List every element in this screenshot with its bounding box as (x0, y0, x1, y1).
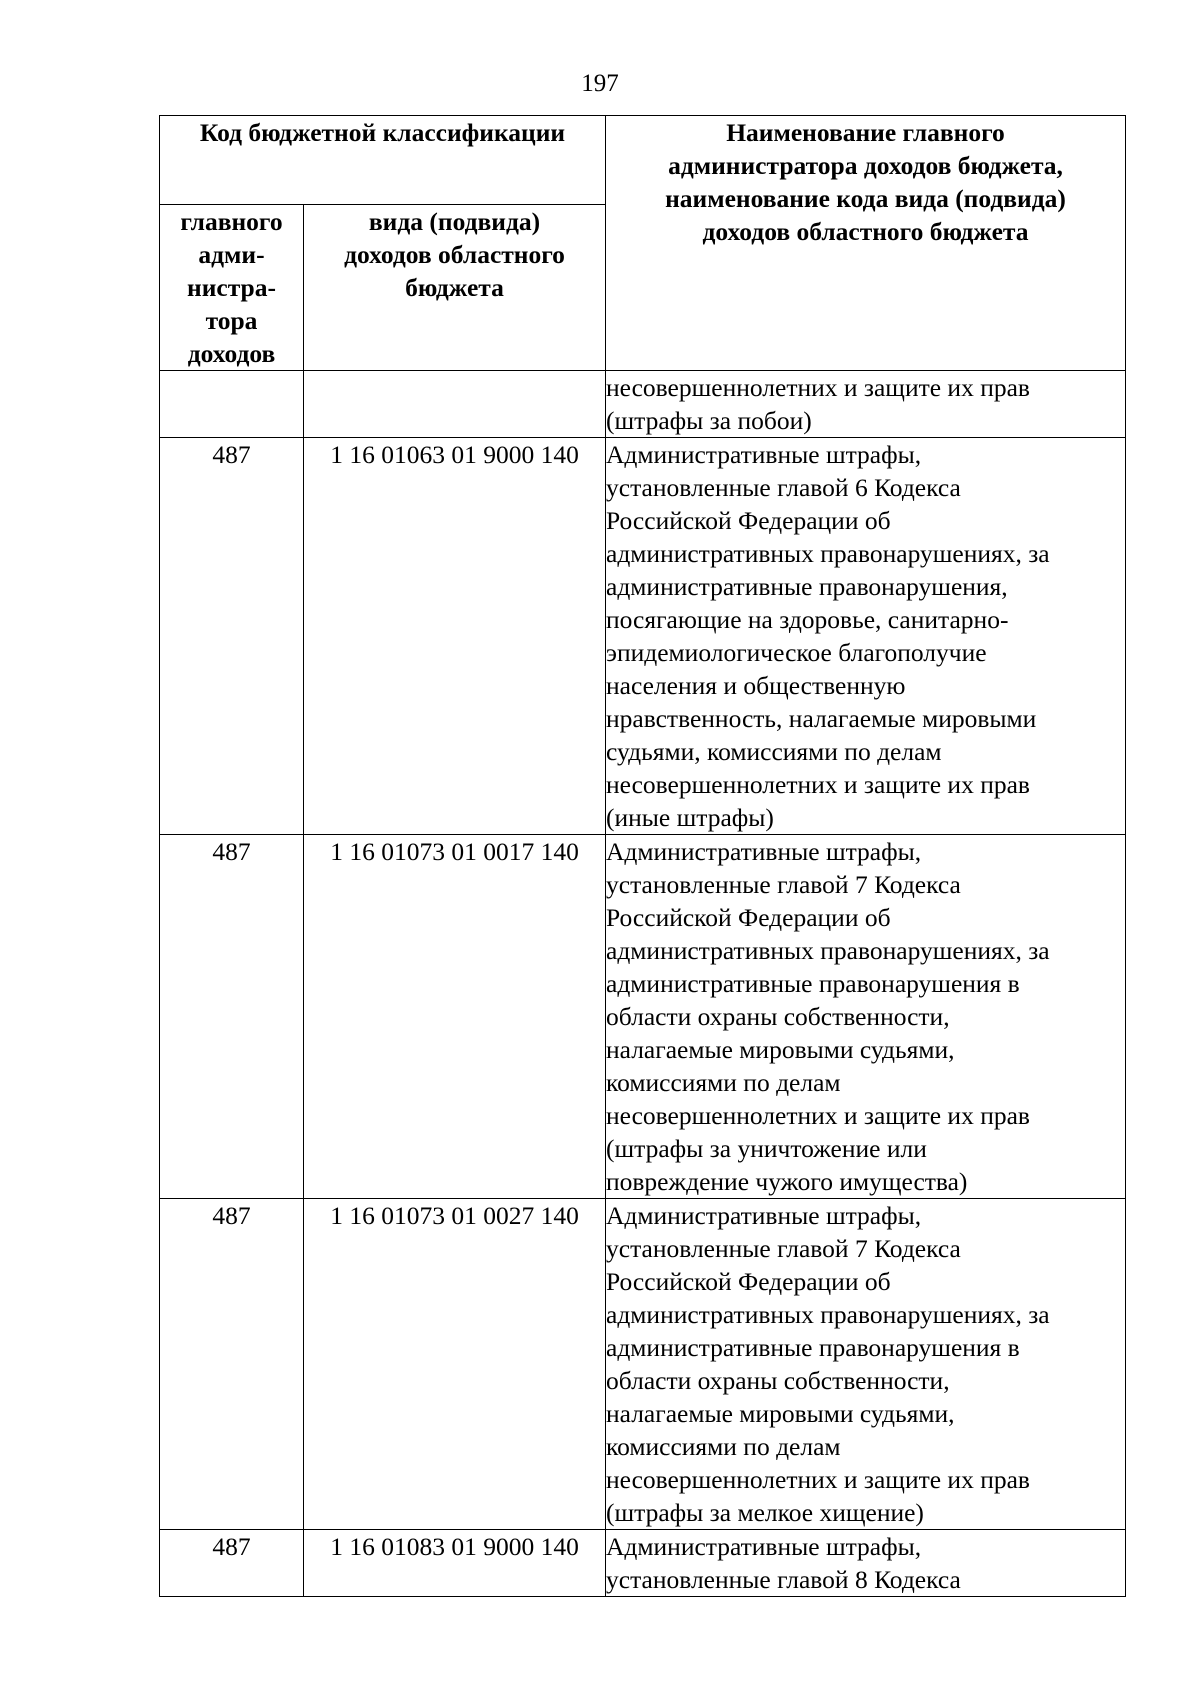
income-code-cell (304, 371, 606, 438)
table-row (160, 1199, 1126, 1530)
header-administrator-name: Наименование главного администратора доходов бюджета, наименование кода вида (подвида) доходов областного бюджета (606, 116, 1126, 371)
description-cell: Административные штрафы, установленные главой 8 Кодекса (606, 1530, 1126, 1597)
admin-code-cell (160, 371, 304, 438)
header-budget-classification-code: Код бюджетной классификации (160, 116, 606, 205)
page-number: 197 (581, 70, 619, 97)
income-code-cell: 1 16 01083 01 9000 140 (304, 1530, 606, 1597)
description-cell: Административные штрафы, установленные главой 7 Кодекса Российской Федерации об административных правонарушениях, за административные правонарушения в области охраны собственности, налагаемые мировыми судьями, комиссиями по делам несовершеннолетних и защите их прав (штрафы за мелкое хищение) (606, 1199, 1126, 1530)
description-cell: Административные штрафы, установленные главой 6 Кодекса Российской Федерации об административных правонарушениях, за административные правонарушения, посягающие на здоровье, санитарно- эпидемиологическое благополучие населения и общественную нравственность, налагаемые мировыми судьями, комиссиями по делам несовершеннолетних и защите их прав (иные штрафы) (606, 438, 1126, 835)
header-income-kind: вида (подвида) доходов областного бюджета (304, 205, 606, 371)
table-row (160, 371, 1126, 438)
income-code-cell: 1 16 01063 01 9000 140 (304, 438, 606, 835)
table-header (160, 116, 1126, 371)
budget-classification-table (159, 115, 1126, 1597)
income-code-cell: 1 16 01073 01 0027 140 (304, 1199, 606, 1530)
table-row (160, 1530, 1126, 1597)
description-cell: несовершеннолетних и защите их прав (штрафы за побои) (606, 371, 1126, 438)
table-row (160, 835, 1126, 1199)
admin-code-cell: 487 (160, 438, 304, 835)
description-cell: Административные штрафы, установленные главой 7 Кодекса Российской Федерации об административных правонарушениях, за административные правонарушения в области охраны собственности, налагаемые мировыми судьями, комиссиями по делам несовершеннолетних и защите их прав (штрафы за уничтожение или повреждение чужого имущества) (606, 835, 1126, 1199)
income-code-cell: 1 16 01073 01 0017 140 (304, 835, 606, 1199)
admin-code-cell: 487 (160, 1530, 304, 1597)
admin-code-cell: 487 (160, 835, 304, 1199)
header-main-administrator: главного адми- нистра- тора доходов (160, 205, 304, 371)
admin-code-cell: 487 (160, 1199, 304, 1530)
table-row (160, 438, 1126, 835)
